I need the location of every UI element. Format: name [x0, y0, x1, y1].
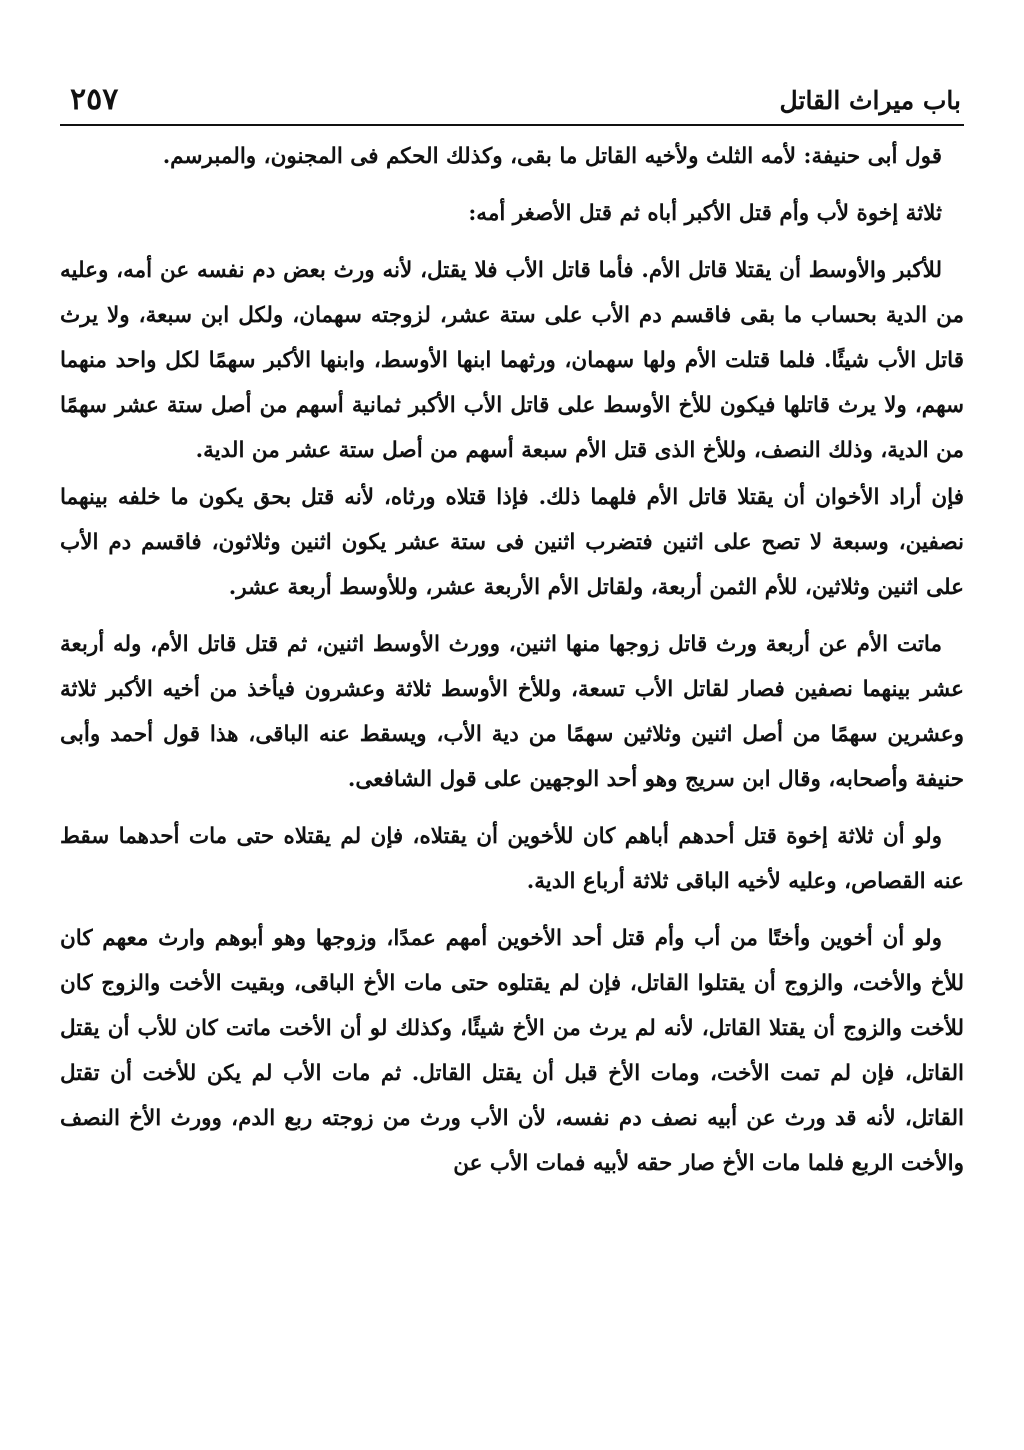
paragraph-6: ولو أن ثلاثة إخوة قتل أحدهم أباهم كان للأخوين أن يقتلاه، فإن لم يقتلاه حتى مات أحدهما سقط عنه القصاص، وعليه لأخيه الباقى ثلاثة أرباع الدية.: [60, 824, 964, 894]
page-header: [60, 78, 964, 118]
paragraph-2: ثلاثة إخوة لأب وأم قتل الأكبر أباه ثم قتل الأصغر أمه:: [468, 201, 942, 226]
header-rule: [60, 124, 964, 126]
page-number: ٢٥٧: [70, 82, 119, 117]
paragraph-3: للأكبر والأوسط أن يقتلا قاتل الأم. فأما قاتل الأب فلا يقتل، لأنه ورث بعض دم نفسه عن أمه، وعليه من الدية بحساب ما بقى فاقسم دم الأب على ستة عشر، لزوجته سهمان، ولكل ابن سبعة، ولا يرث قاتل الأب شيئًا. فلما قتلت الأم ولها سهمان، ورثهما ابنها الأوسط، وابنها الأكبر سهمًا لكل واحد منهما سهم، ولا يرث قاتلها فيكون للأخ الأوسط على قاتل الأب الأكبر ثمانية أسهم من أصل ستة عشر سهمًا من الدية، وذلك النصف، وللأخ الذى قتل الأم سبعة أسهم من أصل ستة عشر من الدية.: [60, 258, 964, 463]
paragraph-7: ولو أن أخوين وأختًا من أب وأم قتل أحد الأخوين أمهم عمدًا، وزوجها وهو أبوهم وارث معهم كان للأخ والأخت، والزوج أن يقتلوا القاتل، فإن لم يقتلوه حتى مات الأخ الباقى، وبقيت الأخت والزوج كان للأخت والزوج أن يقتلا القاتل، لأنه لم يرث من الأخ شيئًا، وكذلك لو أن الأخت ماتت كان للأب أن يقتل القاتل، فإن لم تمت الأخت، ومات الأخ قبل أن يقتل القاتل. ثم مات الأب لم يكن للأخت أن تقتل القاتل، لأنه قد ورث عن أبيه نصف دم نفسه، لأن الأب ورث من زوجته ربع الدم، وورث الأخ النصف والأخت الربع فلما مات الأخ صار حقه لأبيه فمات الأب عن: [60, 926, 964, 1176]
paragraph-5: ماتت الأم عن أربعة ورث قاتل زوجها منها اثنين، وورث الأوسط اثنين، ثم قتل قاتل الأم، وله أربعة عشر بينهما نصفين فصار لقاتل الأب تسعة، وللأخ الأوسط ثلاثة وعشرون فيأخذ من أخيه الأكبر ثلاثة وعشرين سهمًا من أصل اثنين وثلاثين سهمًا من دية الأب، ويسقط عنه الباقى، هذا قول أحمد وأبى حنيفة وأصحابه، وقال ابن سريج وهو أحد الوجهين على قول الشافعى.: [60, 632, 964, 792]
paragraph-4: فإن أراد الأخوان أن يقتلا قاتل الأم فلهما ذلك. فإذا قتلاه ورثاه، لأنه قتل بحق يكون ما خلفه بينهما نصفين، وسبعة لا تصح على اثنين فتضرب اثنين فى ستة عشر يكون اثنين وثلاثون، فاقسم دم الأب على اثنين وثلاثين، للأم الثمن أربعة، ولقاتل الأم الأربعة عشر، وللأوسط أربعة عشر.: [60, 485, 964, 600]
body-text: [60, 134, 964, 1186]
paragraph-1: قول أبى حنيفة: لأمه الثلث ولأخيه القاتل ما بقى، وكذلك الحكم فى المجنون، والمبرسم.: [162, 144, 942, 169]
chapter-title: باب ميراث القاتل: [779, 86, 961, 115]
